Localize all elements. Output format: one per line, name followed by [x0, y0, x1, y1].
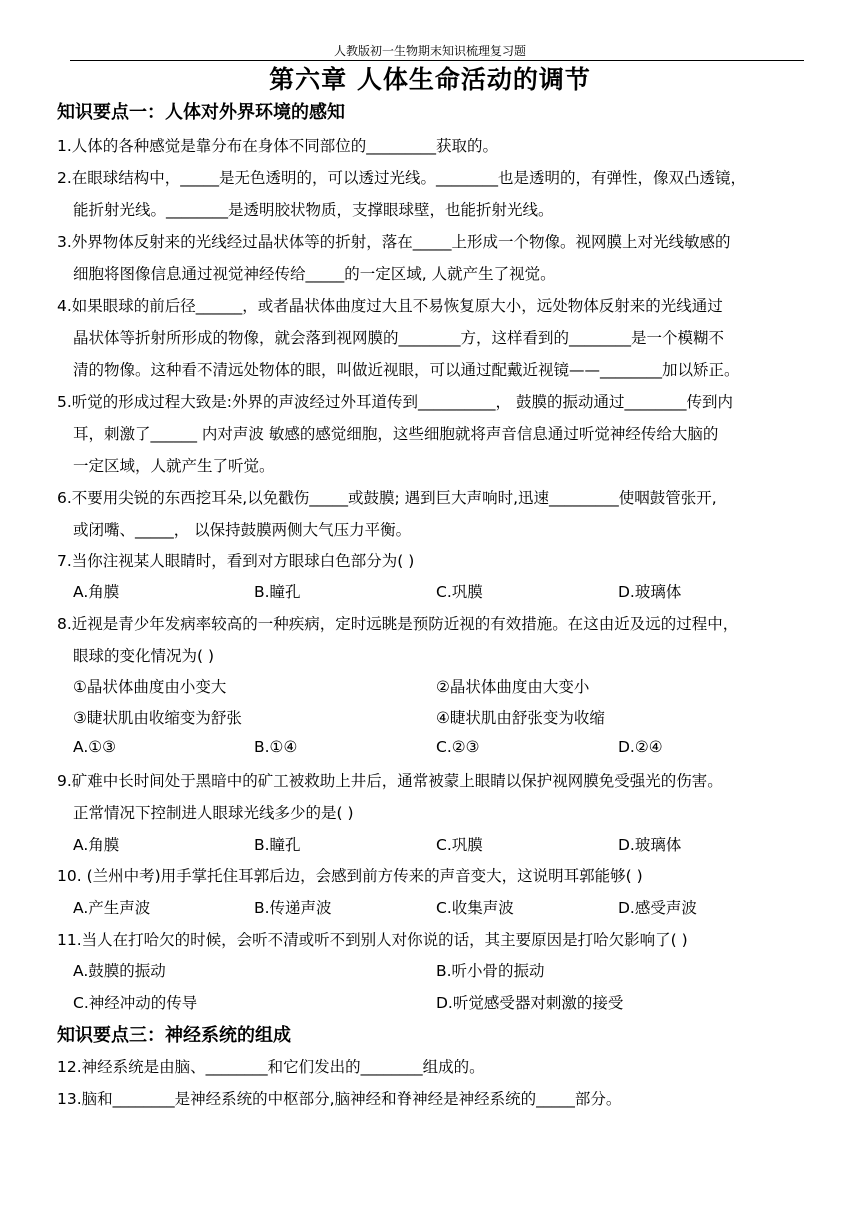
q8-statement-1: ①晶状体曲度由小变大: [73, 678, 227, 696]
question-9-line-2: 正常情况下控制进人眼球光线多少的是( ): [73, 804, 354, 822]
question-5-line-2: 耳，刺激了______ 内对声波 敏感的感觉细胞，这些细胞就将声音信息通过听觉神经传给大脑的: [73, 425, 719, 443]
question-10: 10. (兰州中考)用手掌托住耳郭后边，会感到前方传来的声音变大，这说明耳郭能够( ): [57, 867, 643, 885]
q7-option-c: C.巩膜: [436, 583, 483, 601]
question-3-line-2: 细胞将图像信息通过视觉神经传给_____的一定区域, 人就产生了视觉。: [73, 265, 556, 283]
question-3-line-1: 3.外界物体反射来的光线经过晶状体等的折射，落在_____上形成一个物像。视网膜上对光线敏感的: [57, 233, 731, 251]
question-2-line-1: 2.在眼球结构中，_____是无色透明的，可以透过光线。________也是透明的，有弹性，像双凸透镜，: [57, 169, 747, 187]
question-4-line-2: 晶状体等折射所形成的物像，就会落到视网膜的________方，这样看到的________是一个模糊不: [73, 329, 725, 347]
question-6-line-2: 或闭嘴、_____， 以保持鼓膜两侧大气压力平衡。: [73, 521, 412, 539]
question-5-line-3: 一定区域，人就产生了听觉。: [73, 457, 275, 475]
q8-statement-4: ④睫状肌由舒张变为收缩: [436, 709, 605, 727]
question-11: 11.当人在打哈欠的时候，会听不清或听不到别人对你说的话，其主要原因是打哈欠影响了( ): [57, 931, 688, 949]
q7-option-b: B.瞳孔: [254, 583, 301, 601]
q8-option-a: A.①③: [73, 738, 117, 756]
page-header: 人教版初一生物期末知识梳理复习题: [333, 44, 526, 58]
question-2-line-2: 能折射光线。________是透明胶状物质，支撑眼球壁，也能折射光线。: [73, 201, 554, 219]
q9-option-d: D.玻璃体: [618, 836, 682, 854]
chapter-title: 第六章 人体生命活动的调节: [269, 65, 591, 94]
q9-option-a: A.角膜: [73, 836, 120, 854]
question-9-line-1: 9.矿难中长时间处于黑暗中的矿工被救助上井后，通常被蒙上眼睛以保护视网膜免受强光的伤害。: [57, 772, 723, 790]
q8-option-d: D.②④: [618, 738, 663, 756]
q10-option-a: A.产生声波: [73, 899, 151, 917]
question-8-line-1: 8.近视是青少年发病率较高的一种疾病，定时远眺是预防近视的有效措施。在这由近及远的过程中，: [57, 615, 739, 633]
section-heading-1: 知识要点一：人体对外界环境的感知: [57, 102, 345, 123]
question-13: 13.脑和________是神经系统的中枢部分,脑神经和脊神经是神经系统的_____部分。: [57, 1090, 622, 1108]
q11-option-a: A.鼓膜的振动: [73, 962, 166, 980]
q8-statement-2: ②晶状体曲度由大变小: [436, 678, 590, 696]
question-8-line-2: 眼球的变化情况为( ): [73, 647, 215, 665]
q10-option-d: D.感受声波: [618, 899, 697, 917]
q10-option-c: C.收集声波: [436, 899, 514, 917]
question-7: 7.当你注视某人眼睛时，看到对方眼球白色部分为( ): [57, 552, 415, 570]
q11-option-c: C.神经冲动的传导: [73, 994, 198, 1012]
q11-option-b: B.听小骨的振动: [436, 962, 545, 980]
question-4-line-3: 清的物像。这种看不清远处物体的眼，叫做近视眼，可以通过配戴近视镜——________加以矫正。: [73, 361, 740, 379]
q7-option-a: A.角膜: [73, 583, 120, 601]
question-1: 1.人体的各种感觉是靠分布在身体不同部位的_________获取的。: [57, 137, 499, 155]
section-heading-3: 知识要点三：神经系统的组成: [57, 1025, 291, 1046]
q7-option-d: D.玻璃体: [618, 583, 682, 601]
question-5-line-1: 5.听觉的形成过程大致是:外界的声波经过外耳道传到__________， 鼓膜的振动通过________传到内: [57, 393, 733, 411]
question-6-line-1: 6.不要用尖锐的东西挖耳朵,以免戳伤_____或鼓膜; 遇到巨大声响时,迅速_________使咽鼓管张开,: [57, 489, 717, 507]
q11-option-d: D.听觉感受器对刺激的接受: [436, 994, 624, 1012]
q10-option-b: B.传递声波: [254, 899, 332, 917]
q9-option-b: B.瞳孔: [254, 836, 301, 854]
question-12: 12.神经系统是由脑、________和它们发出的________组成的。: [57, 1058, 485, 1076]
q9-option-c: C.巩膜: [436, 836, 483, 854]
q8-option-c: C.②③: [436, 738, 480, 756]
q8-statement-3: ③睫状肌由收缩变为舒张: [73, 709, 242, 727]
q8-option-b: B.①④: [254, 738, 298, 756]
question-4-line-1: 4.如果眼球的前后径______，或者晶状体曲度过大且不易恢复原大小，远处物体反射来的光线通过: [57, 297, 723, 315]
